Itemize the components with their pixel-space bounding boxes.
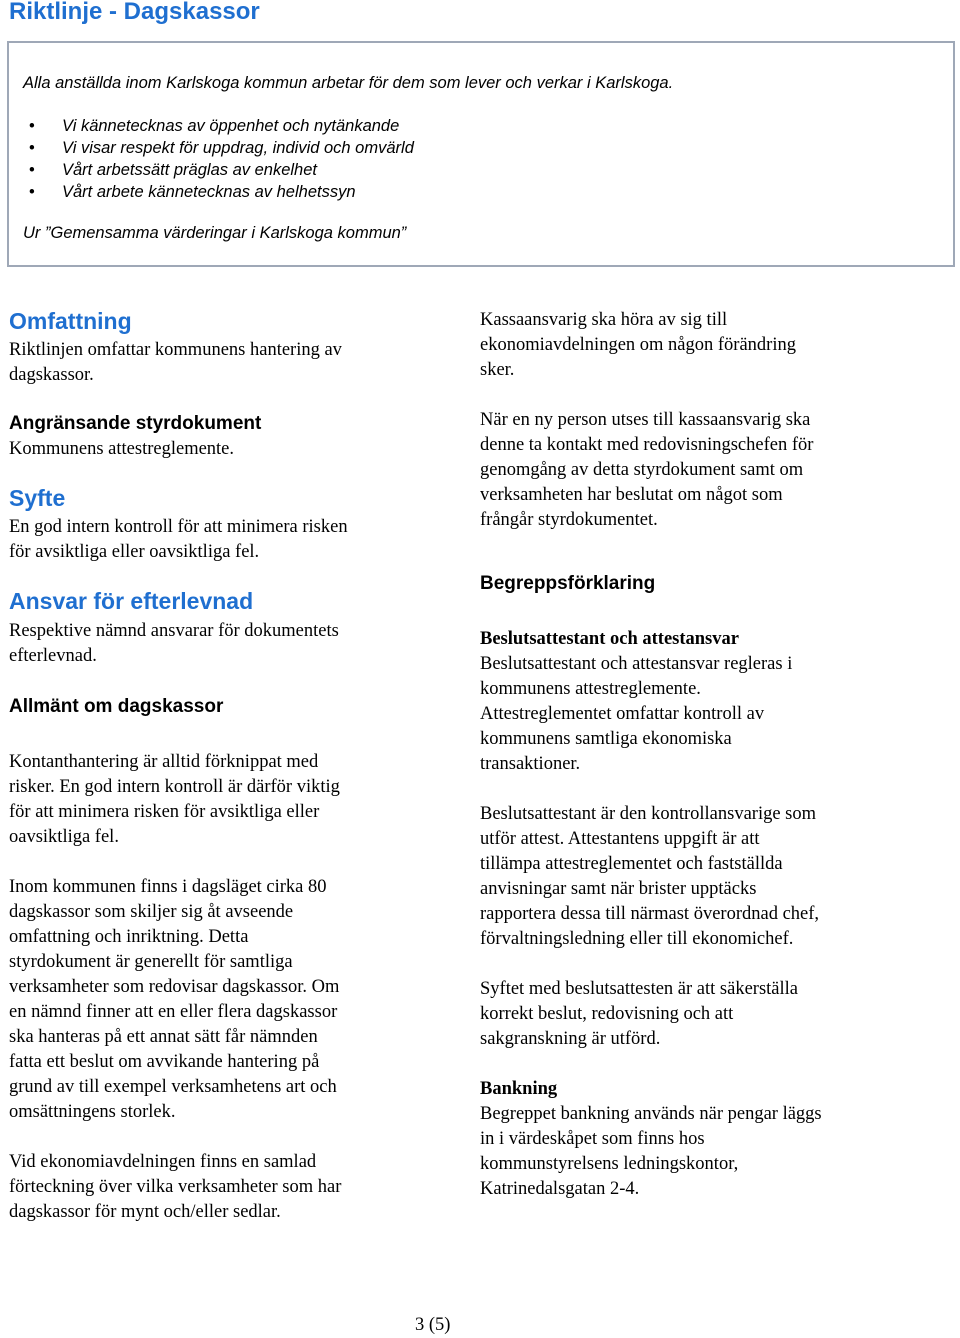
values-list (29, 115, 414, 203)
document-title: Riktlinje - Dagskassor (9, 0, 260, 25)
heading-ansvar: Ansvar för efterlevnad (9, 588, 254, 614)
text-line: in i värdeskåpet som finns hos (480, 1129, 705, 1149)
right-column (480, 308, 910, 1202)
text-line: verksamheten har beslutat om något som (480, 485, 783, 505)
allmant-paragraph-1 (9, 750, 439, 850)
text-line: oavsiktliga fel. (9, 827, 119, 847)
text-line: Inom kommunen finns i dagsläget cirka 80 (9, 877, 327, 897)
ansvar-text (9, 619, 439, 669)
text-line: När en ny person utses till kassaansvarig ska (480, 410, 811, 430)
syfte-text (9, 515, 439, 565)
text-line: en nämnd finner att en eller flera dagskassor (9, 1002, 338, 1022)
angransande-text (9, 437, 439, 462)
text-line: Riktlinjen omfattar kommunens hantering av (9, 340, 342, 360)
heading-syfte: Syfte (9, 485, 66, 511)
text-line: Kassaansvarig ska höra av sig till (480, 310, 728, 330)
bullet-icon: • (29, 117, 35, 135)
text-line: verksamheter som redovisar dagskassor. Om (9, 977, 340, 997)
text-line: korrekt beslut, redovisning och att (480, 1004, 734, 1024)
list-item (29, 159, 414, 181)
list-item-text: Vi kännetecknas av öppenhet och nytänkande (62, 117, 400, 135)
text-line: grund av till exempel verksamhetens art och (9, 1077, 337, 1097)
text-line: kommunstyrelsens ledningskontor, (480, 1154, 739, 1174)
omfattning-text (9, 338, 439, 388)
text-line: transaktioner. (480, 754, 581, 774)
page-number: 3 (5) (415, 1315, 451, 1335)
term-paragraph-b (480, 802, 910, 952)
list-item (29, 181, 414, 203)
bullet-icon: • (29, 183, 35, 201)
text-line: Respektive nämnd ansvarar för dokumentets (9, 621, 339, 641)
text-line: Vid ekonomiavdelningen finns en samlad (9, 1152, 317, 1172)
list-item-text: Vi visar respekt för uppdrag, individ och omvärld (62, 139, 414, 157)
text-line: risker. En god intern kontroll är därför viktig (9, 777, 340, 797)
text-line: utför attest. Attestantens uppgift är att (480, 829, 760, 849)
text-line: Beslutsattestant är den kontrollansvarige som (480, 804, 817, 824)
text-line: för avsiktliga eller oavsiktliga fel. (9, 542, 260, 562)
text-line: kommunens attestreglemente. (480, 679, 701, 699)
values-source: Ur ”Gemensamma värderingar i Karlskoga kommun” (23, 224, 407, 242)
text-line: genomgång av detta styrdokument samt om (480, 460, 804, 480)
text-line: ekonomiavdelningen om någon förändring (480, 335, 796, 355)
right-paragraph-1 (480, 308, 910, 383)
text-line: sker. (480, 360, 515, 380)
text-line: dagskassor som skiljer sig åt avseende (9, 902, 294, 922)
text-line: Katrinedalsgatan 2-4. (480, 1179, 640, 1199)
list-item (29, 137, 414, 159)
text-line: dagskassor för mynt och/eller sedlar. (9, 1202, 281, 1222)
text-line: omfattning och inriktning. Detta (9, 927, 249, 947)
term-label: Bankning (480, 1079, 558, 1099)
text-line: anvisningar samt när brister upptäcks (480, 879, 757, 899)
text-line: fatta ett beslut om avvikande hantering på (9, 1052, 320, 1072)
text-line: omsättningens storlek. (9, 1102, 176, 1122)
term-paragraph-c (480, 977, 910, 1052)
values-box (7, 41, 955, 267)
heading-begrepp: Begreppsförklaring (480, 573, 656, 594)
text-line: Begreppet bankning används när pengar läggs (480, 1104, 822, 1124)
bullet-icon: • (29, 139, 35, 157)
text-line: förvaltningsledning eller till ekonomichef. (480, 929, 794, 949)
text-line: dagskassor. (9, 365, 94, 385)
heading-omfattning: Omfattning (9, 308, 132, 334)
term-block-2 (480, 1077, 910, 1202)
left-column (9, 306, 439, 1225)
text-line: kommunens samtliga ekonomiska (480, 729, 732, 749)
text-line: tillämpa attestreglementet och fastställda (480, 854, 783, 874)
allmant-paragraph-3 (9, 1150, 439, 1225)
term-block-1 (480, 627, 910, 777)
text-line: Kontanthantering är alltid förknippat med (9, 752, 319, 772)
bullet-icon: • (29, 161, 35, 179)
list-item (29, 115, 414, 137)
text-line: Kommunens attestreglemente. (9, 439, 235, 459)
text-line: för att minimera risken för avsiktliga eller (9, 802, 320, 822)
allmant-paragraph-2 (9, 875, 439, 1125)
heading-angransande: Angränsande styrdokument (9, 413, 262, 434)
text-line: Attestreglementet omfattar kontroll av (480, 704, 765, 724)
term-label: Beslutsattestant och attestansvar (480, 629, 739, 649)
text-line: Syftet med beslutsattesten är att säkerställa (480, 979, 798, 999)
list-item-text: Vårt arbete kännetecknas av helhetssyn (62, 183, 356, 201)
text-line: styrdokument är generellt för samtliga (9, 952, 293, 972)
right-paragraph-2 (480, 408, 910, 533)
list-item-text: Vårt arbetssätt präglas av enkelhet (62, 161, 317, 179)
text-line: En god intern kontroll för att minimera risken (9, 517, 348, 537)
text-line: rapportera dessa till närmast överordnad chef, (480, 904, 820, 924)
text-line: sakgranskning är utförd. (480, 1029, 661, 1049)
text-line: frångår styrdokumentet. (480, 510, 658, 530)
heading-allmant: Allmänt om dagskassor (9, 696, 224, 717)
text-line: denne ta kontakt med redovisningschefen för (480, 435, 814, 455)
text-line: efterlevnad. (9, 646, 97, 666)
text-line: Beslutsattestant och attestansvar regleras i (480, 654, 793, 674)
values-intro: Alla anställda inom Karlskoga kommun arbetar för dem som lever och verkar i Karlskoga. (23, 74, 674, 92)
text-line: förteckning över vilka verksamheter som har (9, 1177, 342, 1197)
text-line: ska hanteras på ett annat sätt får nämnden (9, 1027, 318, 1047)
